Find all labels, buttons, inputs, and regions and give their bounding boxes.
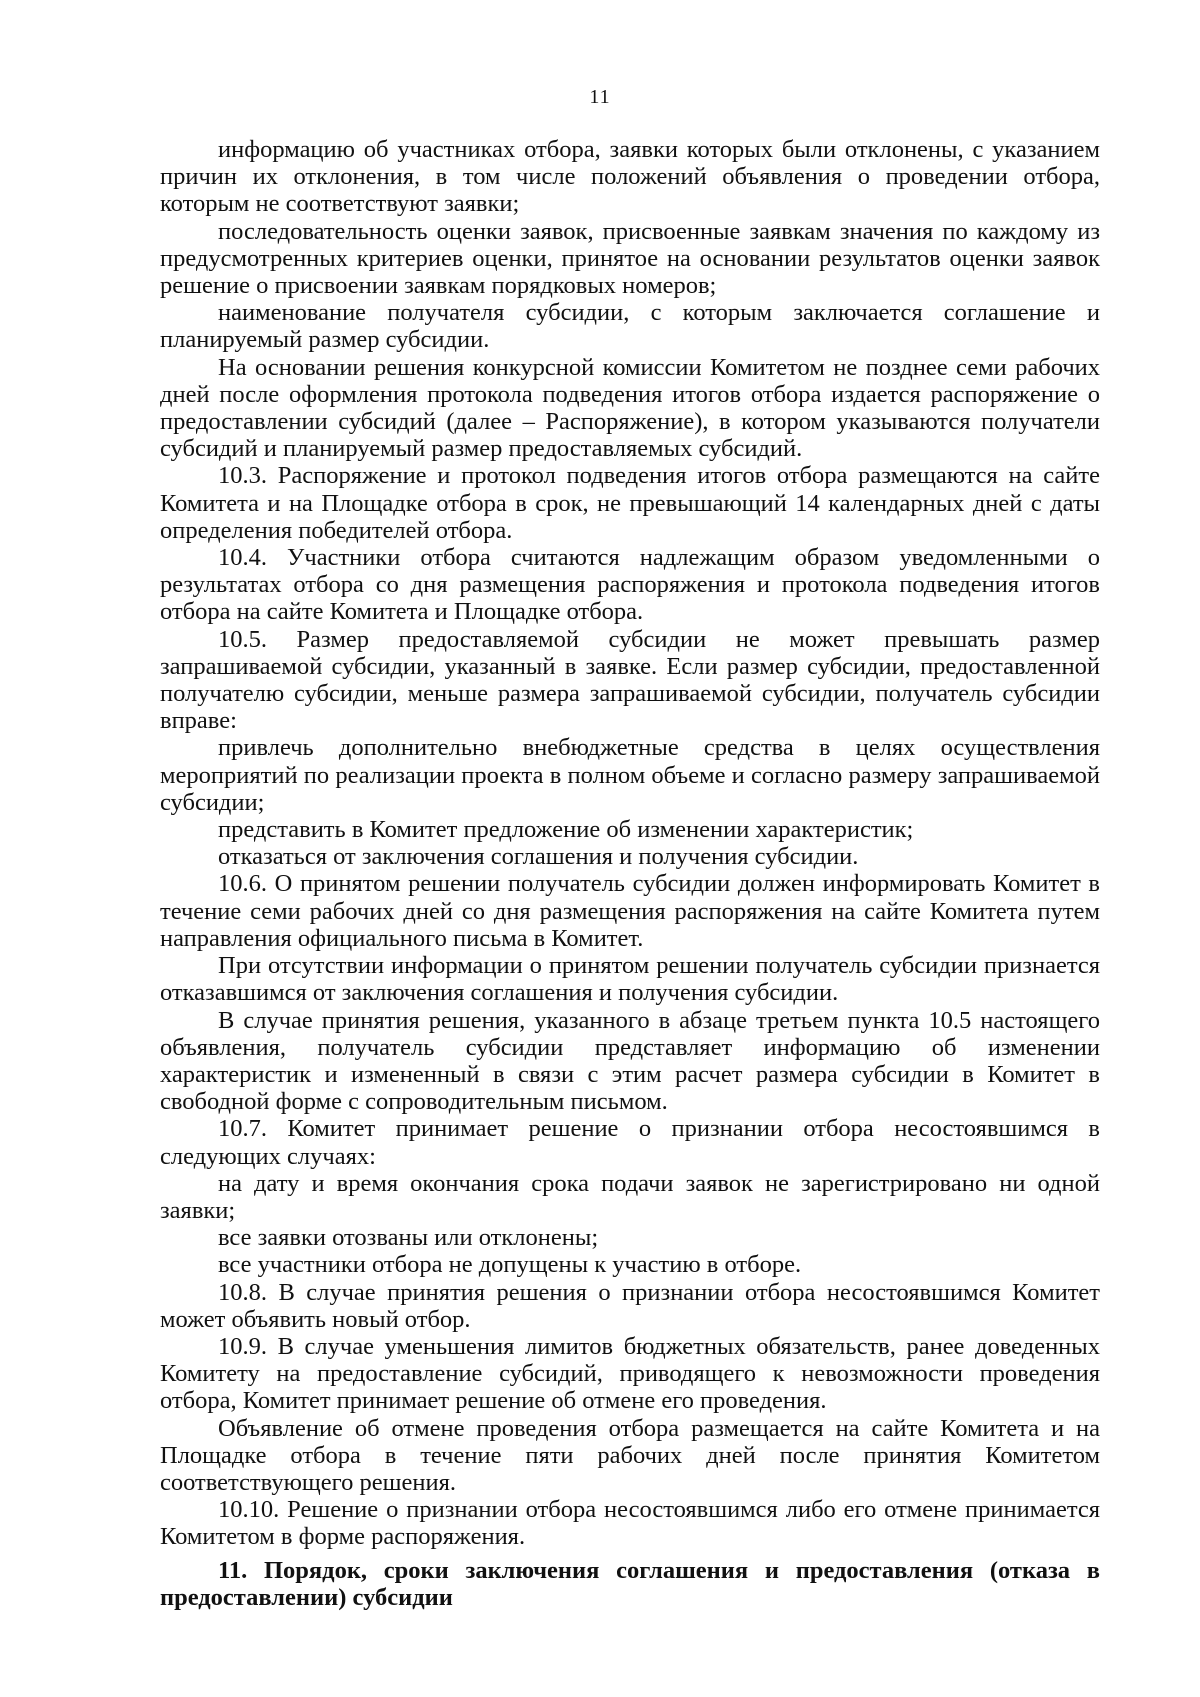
paragraph-10-10: 10.10. Решение о признании отбора несостоявшимся либо его отмене принимается Комитетом в форме распоряжения. — [160, 1496, 1100, 1551]
paragraph-10-6: 10.6. О принятом решении получатель субсидии должен информировать Комитет в течение семи рабочих дней со дня размещения распоряжения на сайте Комитета путем направления официального письма в Комитет. — [160, 870, 1100, 952]
paragraph: При отсутствии информации о принятом решении получатель субсидии признается отказавшимся от заключения соглашения и получения субсидии. — [160, 952, 1100, 1007]
paragraph-10-9: 10.9. В случае уменьшения лимитов бюджетных обязательств, ранее доведенных Комитету на предоставление субсидий, приводящего к невозможности проведения отбора, Комитет принимает решение об отмене его проведения. — [160, 1332, 1100, 1415]
paragraph: В случае принятия решения, указанного в абзаце третьем пункта 10.5 настоящего объявления, получатель субсидии представляет информацию об изменении характеристик и измененный в связи с этим расчет размера субсидии в Комитет в свободной форме с сопроводительным письмом. — [160, 1006, 1100, 1116]
paragraph-10-5: 10.5. Размер предоставляемой субсидии не может превышать размер запрашиваемой субсидии, указанный в заявке. Если размер субсидии, предоставленной получателю субсидии, меньше размера запрашиваемой субсидии, получатель субсидии вправе: — [160, 625, 1100, 735]
document-body — [160, 136, 1100, 1611]
paragraph-10-7: 10.7. Комитет принимает решение о признании отбора несостоявшимся в следующих случаях: — [160, 1115, 1100, 1170]
paragraph: Объявление об отмене проведения отбора размещается на сайте Комитета и на Площадке отбора в течение пяти рабочих дней после принятия Комитетом соответствующего решения. — [160, 1414, 1100, 1496]
paragraph: все участники отбора не допущены к участию в отборе. — [218, 1251, 802, 1279]
section-heading: 11. Порядок, сроки заключения соглашения и предоставления (отказа в предоставлении) субсидии — [160, 1556, 1100, 1611]
paragraph: последовательность оценки заявок, присвоенные заявкам значения по каждому из предусмотренных критериев оценки, принятое на основании результатов оценки заявок решение о присвоении заявкам порядковых номеров; — [160, 217, 1100, 300]
paragraph: наименование получателя субсидии, с которым заключается соглашение и планируемый размер субсидии. — [160, 299, 1100, 354]
page-number: 11 — [589, 86, 611, 108]
paragraph: На основании решения конкурсной комиссии Комитетом не позднее семи рабочих дней после оформления протокола подведения итогов отбора издается распоряжение о предоставлении субсидий (далее – Распоряжение), в котором указываются получатели субсидий и планируемый размер предоставляемых субсидий. — [160, 353, 1100, 463]
paragraph: информацию об участниках отбора, заявки которых были отклонены, с указанием причин их отклонения, в том числе положений объявления о проведении отбора, которым не соответствуют заявки; — [160, 136, 1100, 218]
paragraph-10-4: 10.4. Участники отбора считаются надлежащим образом уведомленными о результатах отбора со дня размещения распоряжения и протокола подведения итогов отбора на сайте Комитета и Площадке отбора. — [160, 544, 1100, 626]
paragraph: привлечь дополнительно внебюджетные средства в целях осуществления мероприятий по реализации проекта в полном объеме и согласно размеру запрашиваемой субсидии; — [160, 734, 1100, 816]
paragraph: отказаться от заключения соглашения и получения субсидии. — [218, 843, 859, 871]
paragraph: представить в Комитет предложение об изменении характеристик; — [218, 816, 914, 844]
paragraph-10-8: 10.8. В случае принятия решения о признании отбора несостоявшимся Комитет может объявить новый отбор. — [160, 1278, 1100, 1333]
paragraph: на дату и время окончания срока подачи заявок не зарегистрировано ни одной заявки; — [160, 1169, 1100, 1224]
paragraph: все заявки отозваны или отклонены; — [218, 1224, 599, 1252]
paragraph-10-3: 10.3. Распоряжение и протокол подведения итогов отбора размещаются на сайте Комитета и на Площадке отбора в срок, не превышающий 14 календарных дней с даты определения победителей отбора. — [160, 462, 1100, 544]
